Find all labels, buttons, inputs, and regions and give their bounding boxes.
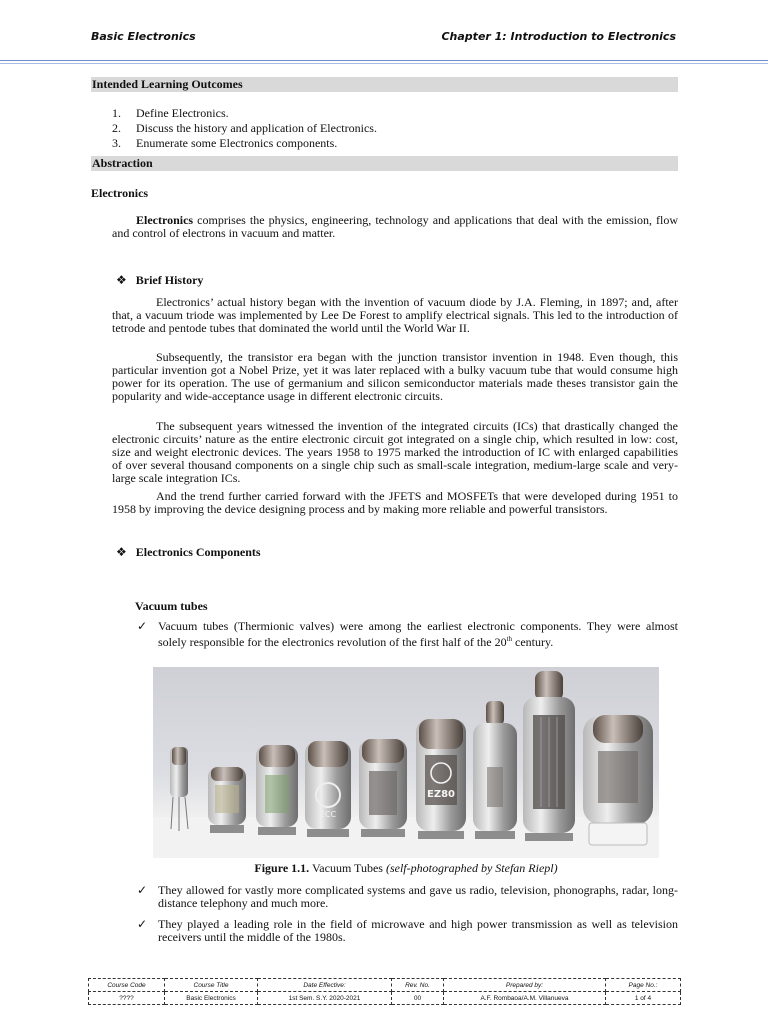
- history-paragraph-4: And the trend further carried forward with the JFETS and MOSFETs that were developed during 1951 to 1958 by improving the device designing process and by making more reliable and powerful transistors.: [112, 489, 678, 516]
- tube-9: [583, 715, 653, 845]
- tube-3: [256, 745, 298, 835]
- tube-4: [305, 741, 351, 837]
- diamond-bullet-icon: ❖: [116, 545, 127, 559]
- diamond-bullet-icon: ❖: [116, 273, 127, 287]
- history-paragraph-1: Electronics’ actual history began with the invention of vacuum diode by J.A. Fleming, in 1897; and, after that, a vacuum triode was implemented by Lee De Forest to amplify electrical signals. This led to the introduction of tetrode and pentode tubes that dominated the world until the World War II.: [112, 295, 678, 335]
- electronics-term: Electronics: [136, 213, 194, 227]
- footer-value-row: ???? Basic Electronics 1st Sem. S.Y. 2020-2021 00 A.F. Rombaoa/A.M. Villanueva 1 of 4: [89, 992, 681, 1005]
- footer-table: [88, 978, 681, 1005]
- electronics-heading: Electronics: [91, 186, 149, 200]
- vacuum-tubes-photo: [153, 667, 659, 858]
- electronics-definition: Electronics comprises the physics, engineering, technology and applications that deal with the emission, flow and control of electrons in vacuum and matter.: [112, 213, 678, 240]
- figure-credit: (self-photographed by Stefan Riepl): [385, 861, 558, 875]
- header-rule-light: [0, 63, 768, 64]
- tube-8: [523, 671, 575, 841]
- history-paragraph-2: Subsequently, the transistor era began with the junction transistor invention in 1948. Even though, this particular invention got a Nobel Prize, yet it was later replaced with a bulky vacuum tube that would consume high power for its operation. The use of germanium and silicon semiconductor materials made theses transistor gain the popularity and wide-acceptance usage in different electronic circuits.: [112, 350, 678, 403]
- history-heading: ❖ Brief History: [116, 273, 204, 287]
- tube-7: [473, 701, 517, 839]
- tube-label-ez80: EZ80: [427, 789, 455, 800]
- footer-header-row: Course Code Course Title Date Effective: Rev. No. Prepared by: Page No.:: [89, 979, 681, 992]
- checkmark-icon: ✓: [137, 917, 148, 931]
- vacuum-tubes-illustration: [153, 667, 659, 858]
- bullet-vacuum-tubes-systems: They allowed for vastly more complicated systems and gave us radio, television, phonographs, radar, long-distance telephony and much more.: [158, 883, 678, 910]
- header-course-title: Basic Electronics: [91, 30, 196, 43]
- components-heading: ❖ Electronics Components: [116, 545, 261, 559]
- vacuum-tubes-heading: Vacuum tubes: [135, 599, 208, 613]
- section-bar-abstraction: Abstraction: [91, 156, 678, 171]
- list-item: 3. Enumerate some Electronics components.: [112, 136, 338, 150]
- header-rule: [0, 60, 768, 61]
- bullet-vacuum-tubes-microwave: They played a leading role in the field of microwave and high power transmission as well as television receivers until the middle of the 1980s.: [158, 917, 678, 944]
- tube-5: [359, 739, 407, 837]
- checkmark-icon: ✓: [137, 883, 148, 897]
- bullet-vacuum-tubes-intro: Vacuum tubes (Thermionic valves) were among the earliest electronic components. They were almost solely responsible for the electronics revolution of the first half of the 20th century.: [158, 619, 678, 649]
- checkmark-icon: ✓: [137, 619, 148, 633]
- tube-6: [416, 719, 466, 839]
- list-item: 1. Define Electronics.: [112, 106, 229, 120]
- tube-label: ECC: [319, 810, 337, 819]
- outcomes-list: [112, 106, 672, 151]
- section-bar-outcomes: Intended Learning Outcomes: [91, 77, 678, 92]
- header-chapter-title: Chapter 1: Introduction to Electronics: [441, 30, 676, 43]
- figure-caption: Figure 1.1. Vacuum Tubes (self-photographed by Stefan Riepl): [254, 861, 558, 875]
- tube-2: [208, 767, 246, 833]
- list-item: 2. Discuss the history and application of Electronics.: [112, 121, 377, 135]
- history-paragraph-3: The subsequent years witnessed the invention of the integrated circuits (ICs) that drastically changed the electronic circuits’ nature as the entire electronic circuit got integrated on a single chip, which resulted in low: cost, size and weight electronic devices. The years 1958 to 1975 marked the introduction of IC with enlarged capabilities of over several thousand components on a single chip such as small-scale integration, medium-large scale and very-large scale integration ICs.: [112, 419, 678, 485]
- figure-label: Figure 1.1.: [254, 861, 310, 875]
- page-header: [91, 30, 676, 48]
